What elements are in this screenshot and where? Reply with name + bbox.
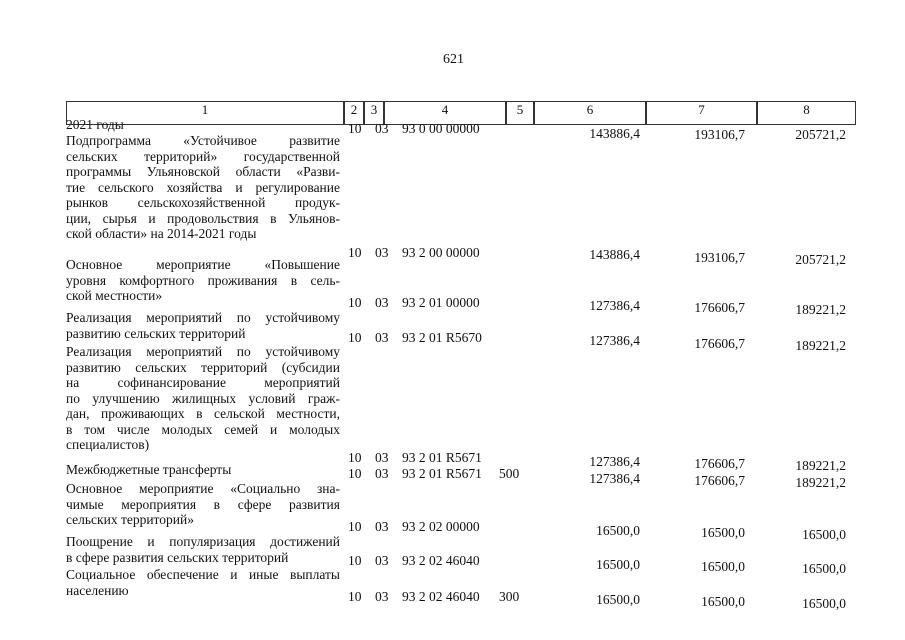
row-description: Реализация мероприятий по устойчивому развитию сельских территорий xyxy=(66,310,340,341)
header-col-7: 7 xyxy=(646,101,757,125)
row-description: Реализация мероприятий по устойчивому развитию сельских территорий (субсидии на софинансирование мероприятий по улучшению жилищных условий граж- дан, проживающих в сельской местности, в том числе молодых семей и молодых специалистов) xyxy=(66,344,340,452)
amount-y3: 16500,0 xyxy=(802,527,846,542)
amount-y3: 189221,2 xyxy=(795,302,846,317)
target-article-code: 93 2 02 46040 xyxy=(402,553,480,568)
amount-y3: 205721,2 xyxy=(795,127,846,142)
row-description: Межбюджетные трансферты xyxy=(66,462,232,477)
subsection-code: 03 xyxy=(375,295,389,310)
header-col-5: 5 xyxy=(506,101,534,125)
target-article-code: 93 2 01 R5670 xyxy=(402,330,482,345)
expense-type-code: 500 xyxy=(499,466,520,481)
target-article-code: 93 2 01 R5671 xyxy=(402,466,482,481)
amount-y2: 176606,7 xyxy=(694,473,745,488)
section-code: 10 xyxy=(348,121,362,136)
section-code: 10 xyxy=(348,553,362,568)
target-article-code: 93 2 01 00000 xyxy=(402,295,480,310)
amount-y1: 127386,4 xyxy=(589,471,640,486)
amount-y1: 127386,4 xyxy=(589,333,640,348)
header-col-6: 6 xyxy=(534,101,646,125)
target-article-code: 93 2 02 00000 xyxy=(402,519,480,534)
amount-y1: 16500,0 xyxy=(596,523,640,538)
amount-y3: 189221,2 xyxy=(795,338,846,353)
section-code: 10 xyxy=(348,466,362,481)
amount-y1: 143886,4 xyxy=(589,126,640,141)
amount-y2: 16500,0 xyxy=(701,594,745,609)
amount-y1: 127386,4 xyxy=(589,298,640,313)
header-col-3: 3 xyxy=(364,101,384,125)
row-description: Подпрограмма «Устойчивое развитие сельских территорий» государственной программы Ульяновской области «Разви- тие сельского хозяйства и регулирование рынков сельскохозяйственной продук- ции, сырья и продовольствия в Ульянов- ской области» на 2014-2021 годы xyxy=(66,133,340,241)
subsection-code: 03 xyxy=(375,245,389,260)
row-description: Основное мероприятие «Повышение уровня комфортного проживания в сель- ской местности» xyxy=(66,257,340,303)
subsection-code: 03 xyxy=(375,466,389,481)
expense-type-code: 300 xyxy=(499,589,520,604)
amount-y2: 16500,0 xyxy=(701,525,745,540)
amount-y2: 193106,7 xyxy=(694,127,745,142)
amount-y2: 176606,7 xyxy=(694,300,745,315)
section-code: 10 xyxy=(348,245,362,260)
amount-y1: 127386,4 xyxy=(589,454,640,469)
header-col-2: 2 xyxy=(344,101,364,125)
subsection-code: 03 xyxy=(375,330,389,345)
page-number: 621 xyxy=(443,52,464,67)
amount-y1: 143886,4 xyxy=(589,247,640,262)
header-col-4: 4 xyxy=(384,101,506,125)
section-code: 10 xyxy=(348,589,362,604)
row-description: Основное мероприятие «Социально зна- чимые мероприятия в сфере развития сельских территорий» xyxy=(66,481,340,527)
subsection-code: 03 xyxy=(375,121,389,136)
subsection-code: 03 xyxy=(375,519,389,534)
target-article-code: 93 0 00 00000 xyxy=(402,121,480,136)
amount-y3: 16500,0 xyxy=(802,596,846,611)
amount-y1: 16500,0 xyxy=(596,557,640,572)
row-description: Социальное обеспечение и иные выплаты населению xyxy=(66,567,340,598)
section-code: 10 xyxy=(348,519,362,534)
subsection-code: 03 xyxy=(375,450,389,465)
header-col-8: 8 xyxy=(757,101,856,125)
section-code: 10 xyxy=(348,450,362,465)
amount-y1: 16500,0 xyxy=(596,592,640,607)
target-article-code: 93 2 01 R5671 xyxy=(402,450,482,465)
amount-y3: 189221,2 xyxy=(795,475,846,490)
amount-y2: 193106,7 xyxy=(694,250,745,265)
subsection-code: 03 xyxy=(375,553,389,568)
amount-y3: 205721,2 xyxy=(795,252,846,267)
amount-y2: 176606,7 xyxy=(694,336,745,351)
target-article-code: 93 2 02 46040 xyxy=(402,589,480,604)
amount-y3: 16500,0 xyxy=(802,561,846,576)
target-article-code: 93 2 00 00000 xyxy=(402,245,480,260)
header-col-1: 1 xyxy=(66,101,344,125)
amount-y3: 189221,2 xyxy=(795,458,846,473)
row-description: Поощрение и популяризация достижений в сфере развития сельских территорий xyxy=(66,534,340,565)
subsection-code: 03 xyxy=(375,589,389,604)
row-description: 2021 годы xyxy=(66,117,124,132)
amount-y2: 16500,0 xyxy=(701,559,745,574)
section-code: 10 xyxy=(348,330,362,345)
section-code: 10 xyxy=(348,295,362,310)
amount-y2: 176606,7 xyxy=(694,456,745,471)
